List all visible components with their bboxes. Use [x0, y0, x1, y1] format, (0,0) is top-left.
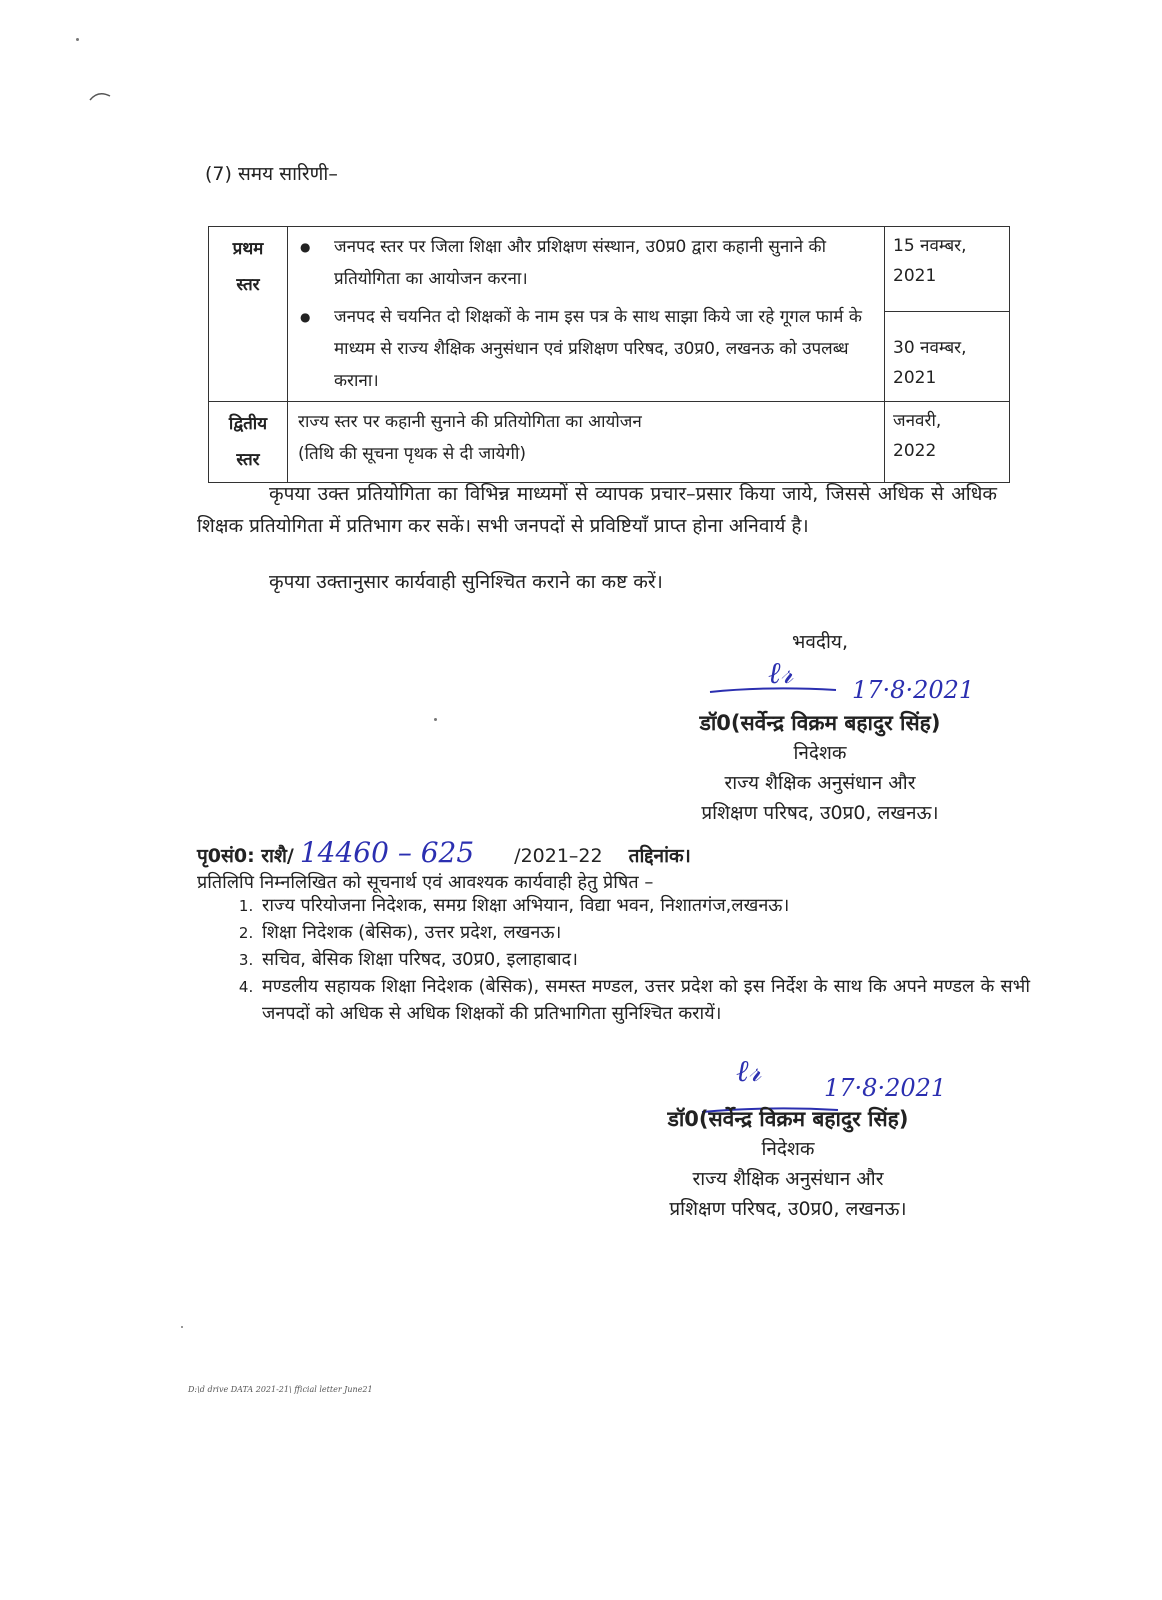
copy-list	[228, 892, 1030, 1027]
scan-speck	[181, 1326, 183, 1328]
reference-year: /2021–22	[514, 845, 603, 867]
list-item: 1. राज्य परियोजना निदेशक, समग्र शिक्षा अभियान, विद्या भवन, निशातगंज,लखनऊ।	[258, 892, 1030, 919]
level-cell: प्रथम स्तर	[209, 227, 288, 402]
scan-speck	[434, 718, 437, 721]
date-cell: 30 नवम्बर, 2021	[885, 312, 1010, 402]
signature-block	[660, 708, 980, 828]
body-paragraph: कृपया उक्त प्रतियोगिता का विभिन्न माध्यमों से व्यापक प्रचार–प्रसार किया जाये, जिससे अधिक से अधिक शिक्षक प्रतियोगिता में प्रतिभाग कर सकें। सभी जनपदों से प्रविष्टियाँ प्राप्त होना अनिवार्य है।	[197, 483, 997, 537]
section-heading: (7) समय सारिणी–	[205, 163, 338, 185]
signatory-org: राज्य शैक्षिक अनुसंधान और	[724, 772, 916, 794]
signatory-name: डॉ0(सर्वेन्द्र विक्रम बहादुर सिंह)	[667, 1107, 909, 1131]
date-cell: जनवरी, 2022	[885, 402, 1010, 483]
reference-line	[197, 836, 691, 869]
activity-cell: राज्य स्तर पर कहानी सुनाने की प्रतियोगिता का आयोजन (तिथि की सूचना पृथक से दी जायेगी)	[288, 402, 885, 483]
signature-stroke	[708, 684, 838, 696]
list-item: 3. सचिव, बेसिक शिक्षा परिषद, उ0प्र0, इलाहाबाद।	[258, 946, 1030, 973]
signatory-org: प्रशिक्षण परिषद, उ0प्र0, लखनऊ।	[701, 802, 939, 824]
reference-prefix: पृ0सं0: राशै/	[197, 845, 294, 867]
date-cell: 15 नवम्बर, 2021	[885, 227, 1010, 312]
signatory-designation: निदेशक	[793, 742, 847, 764]
scan-mark	[88, 90, 112, 102]
table-row	[209, 227, 1010, 312]
closing: भवदीय,	[792, 631, 848, 653]
signatory-org: प्रशिक्षण परिषद, उ0प्र0, लखनऊ।	[669, 1198, 907, 1220]
signature-scrawl: ℓ𝓇	[736, 1054, 762, 1089]
reference-number: 14460 – 625	[299, 836, 475, 869]
level-cell: द्वितीय स्तर	[209, 402, 288, 483]
signature-date: 17·8·2021	[824, 1074, 947, 1102]
schedule-table	[208, 226, 1010, 483]
signatory-name: डॉ0(सर्वेन्द्र विक्रम बहादुर सिंह)	[699, 711, 941, 735]
footer-file-path: D:\d drive DATA 2021-21\ fficial letter June21	[188, 1385, 373, 1394]
list-item: 2. शिक्षा निदेशक (बेसिक), उत्तर प्रदेश, लखनऊ।	[258, 919, 1030, 946]
reference-date: तद्दिनांक।	[628, 845, 691, 867]
signature-date: 17·8·2021	[852, 676, 975, 704]
signatory-org: राज्य शैक्षिक अनुसंधान और	[692, 1168, 884, 1190]
list-item: 4. मण्डलीय सहायक शिक्षा निदेशक (बेसिक), समस्त मण्डल, उत्तर प्रदेश को इस निर्देश के साथ कि अपने मण्डल के सभी जनपदों को अधिक से अधिक शिक्षकों की प्रतिभागिता सुनिश्चित करायें।	[258, 973, 1030, 1027]
activity-cell	[288, 227, 885, 402]
scan-speck	[76, 38, 79, 41]
list-item: ● जनपद स्तर पर जिला शिक्षा और प्रशिक्षण संस्थान, उ0प्र0 द्वारा कहानी सुनाने की प्रतियोगिता का आयोजन करना।	[296, 231, 876, 295]
list-item: ● जनपद से चयनित दो शिक्षकों के नाम इस पत्र के साथ साझा किये जा रहे गूगल फार्म के माध्यम से राज्य शैक्षिक अनुसंधान एवं प्रशिक्षण परिषद, उ0प्र0, लखनऊ को उपलब्ध कराना।	[296, 301, 876, 397]
body-paragraph: कृपया उक्तानुसार कार्यवाही सुनिश्चित कराने का कष्ट करें।	[269, 571, 663, 593]
copy-intro: प्रतिलिपि निम्नलिखित को सूचनार्थ एवं आवश्यक कार्यवाही हेतु प्रेषित –	[197, 872, 654, 893]
signatory-designation: निदेशक	[761, 1138, 815, 1160]
table-row	[209, 402, 1010, 483]
signature-scrawl: ℓ𝓇	[768, 656, 794, 691]
signature-block	[628, 1104, 948, 1224]
